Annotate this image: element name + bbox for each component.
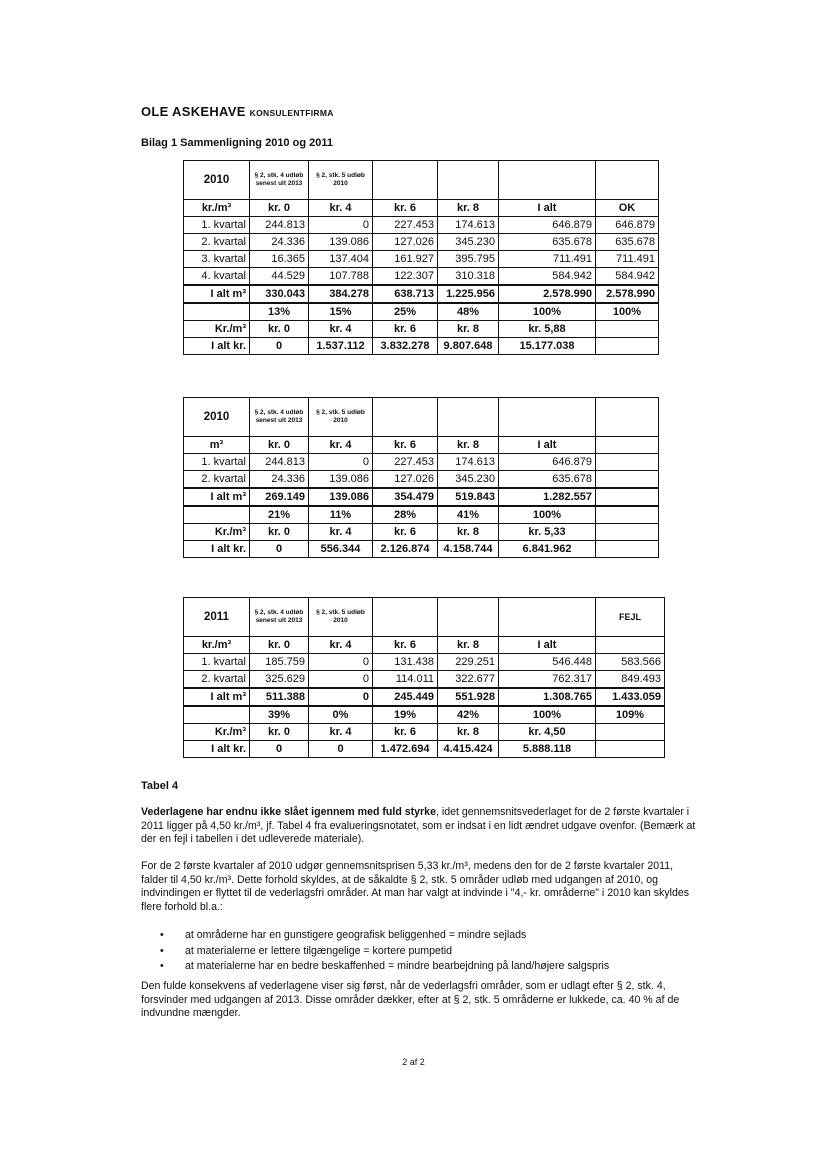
- note-stk4: § 2, stk. 4 udløb senest ult 2013: [250, 161, 309, 200]
- price-cell: kr. 5,33: [499, 524, 596, 541]
- comparison-table-2010-full: [183, 160, 659, 355]
- sum-cell: 1.225.956: [438, 285, 499, 303]
- total-label: I alt kr.: [184, 338, 250, 355]
- sum-cell: 354.479: [373, 488, 438, 506]
- total-cell: 0: [250, 338, 309, 355]
- value-cell: 635.678: [596, 234, 659, 251]
- empty-cell: [596, 506, 659, 524]
- table-row: [184, 217, 659, 234]
- value-cell: 174.613: [438, 217, 499, 234]
- quarter-label: 2. kvartal: [184, 234, 250, 251]
- table-row: [184, 268, 659, 286]
- paragraph-1-text: , idet gennemsnitsvederlaget for de 2 første kvartaler i 2011 ligger på 4,50 kr./m³, jf. Tabel 4 fra evalueringsnotatet, som er indsat i en lidt ændret udgave ovenfor. (Bemærk at der en fejl i tabellen i det udleverede materiale).: [141, 806, 696, 845]
- value-cell: 24.336: [250, 234, 309, 251]
- list-item: [160, 959, 609, 975]
- value-cell: 16.365: [250, 251, 309, 268]
- table-row: [184, 234, 659, 251]
- value-cell: 0: [309, 454, 373, 471]
- total-cell: 4.415.424: [438, 741, 499, 758]
- value-cell: 244.813: [250, 454, 309, 471]
- price-cell: kr. 4: [309, 321, 373, 338]
- total-cell: 1.537.112: [309, 338, 373, 355]
- price-cell: kr. 4: [309, 724, 373, 741]
- price-cell: kr. 0: [250, 321, 309, 338]
- total-row: [184, 541, 659, 558]
- sum-label: I alt m³: [184, 488, 250, 506]
- rate-row: [184, 637, 665, 654]
- percent-row: [184, 303, 659, 321]
- value-cell: 24.336: [250, 471, 309, 489]
- value-cell: 139.086: [309, 234, 373, 251]
- percent-cell: 100%: [596, 303, 659, 321]
- total-row: [184, 338, 659, 355]
- empty-cell: [596, 454, 659, 471]
- percent-cell: 39%: [250, 706, 309, 724]
- list-item: [160, 944, 609, 960]
- paragraph-1-lead: Vederlagene har endnu ikke slået igennem med fuld styrke: [141, 806, 436, 818]
- value-cell: 127.026: [373, 471, 438, 489]
- value-cell: 174.613: [438, 454, 499, 471]
- sum-cell: 2.578.990: [596, 285, 659, 303]
- sum-cell: 1.282.557: [499, 488, 596, 506]
- quarter-label: 2. kvartal: [184, 671, 250, 689]
- empty-cell: [373, 598, 438, 637]
- price-cell: kr. 0: [250, 724, 309, 741]
- percent-cell: 100%: [499, 506, 596, 524]
- percent-cell: 25%: [373, 303, 438, 321]
- empty-cell: [373, 161, 438, 200]
- empty-cell: [438, 161, 499, 200]
- price-cell: kr. 6: [373, 321, 438, 338]
- price-label: Kr./m³: [184, 321, 250, 338]
- percent-cell: 15%: [309, 303, 373, 321]
- total-cell: 556.344: [309, 541, 373, 558]
- value-cell: 310.318: [438, 268, 499, 286]
- paragraph-3: Den fulde konsekvens af vederlagene viser sig først, når de vederlagsfri områder, som er udlagt efter § 2, stk. 4, forsvinder med udgangen af 2013. Disse områder dækker, efter at § 2, stk. 5 områderne er lukkede, ca. 40 % af de indvundne mængder.: [141, 980, 680, 1019]
- value-cell: 44.529: [250, 268, 309, 286]
- value-cell: 584.942: [499, 268, 596, 286]
- sum-cell: 551.928: [438, 688, 499, 706]
- percent-cell: 48%: [438, 303, 499, 321]
- value-cell: 646.879: [499, 454, 596, 471]
- empty-cell: [596, 471, 659, 489]
- total-row: [184, 741, 665, 758]
- quarter-label: 4. kvartal: [184, 268, 250, 286]
- percent-cell: 0%: [309, 706, 373, 724]
- value-cell: 711.491: [499, 251, 596, 268]
- empty-cell: [596, 437, 659, 454]
- percent-row: [184, 706, 665, 724]
- rate-cell: kr. 8: [438, 437, 499, 454]
- note-stk5: § 2, stk. 5 udløb 2010: [309, 398, 373, 437]
- value-cell: 345.230: [438, 471, 499, 489]
- price-cell: kr. 4,50: [499, 724, 596, 741]
- percent-cell: 21%: [250, 506, 309, 524]
- rate-cell: kr. 8: [438, 637, 499, 654]
- value-cell: 131.438: [373, 654, 438, 671]
- empty-cell: [184, 706, 250, 724]
- value-cell: 635.678: [499, 234, 596, 251]
- rate-label: m³: [184, 437, 250, 454]
- table-caption: Tabel 4: [141, 780, 179, 792]
- value-cell: 322.677: [438, 671, 499, 689]
- price-cell: kr. 5,88: [499, 321, 596, 338]
- value-cell: 849.493: [596, 671, 665, 689]
- page-subtitle: Bilag 1 Sammenligning 2010 og 2011: [141, 137, 333, 149]
- table-header-row: [184, 398, 659, 437]
- table-row: [184, 471, 659, 489]
- rate-cell: kr. 8: [438, 200, 499, 217]
- list-item: [160, 928, 609, 944]
- note-stk4: § 2, stk. 4 udløb senest ult 2013: [250, 398, 309, 437]
- value-cell: 137.404: [309, 251, 373, 268]
- price-cell: kr. 8: [438, 321, 499, 338]
- value-cell: 762.317: [499, 671, 596, 689]
- empty-cell: [596, 161, 659, 200]
- rate-cell: kr. 4: [309, 637, 373, 654]
- value-cell: 325.629: [250, 671, 309, 689]
- empty-cell: [596, 524, 659, 541]
- sum-cell: 638.713: [373, 285, 438, 303]
- percent-cell: 42%: [438, 706, 499, 724]
- sum-cell: 245.449: [373, 688, 438, 706]
- total-cell: 0: [250, 741, 309, 758]
- bullet-icon: •: [160, 944, 164, 957]
- total-cell: 0: [309, 741, 373, 758]
- total-cell: 6.841.962: [499, 541, 596, 558]
- table-header-row: [184, 598, 665, 637]
- empty-cell: [184, 303, 250, 321]
- value-cell: 345.230: [438, 234, 499, 251]
- sum-cell: 384.278: [309, 285, 373, 303]
- table-header-row: [184, 161, 659, 200]
- ok-label: OK: [596, 200, 659, 217]
- value-cell: 185.759: [250, 654, 309, 671]
- value-cell: 584.942: [596, 268, 659, 286]
- value-cell: 227.453: [373, 217, 438, 234]
- value-cell: 583.566: [596, 654, 665, 671]
- empty-cell: [438, 398, 499, 437]
- company-name: [141, 104, 334, 119]
- sum-label: I alt m³: [184, 688, 250, 706]
- percent-cell: 41%: [438, 506, 499, 524]
- empty-cell: [438, 598, 499, 637]
- note-stk5: § 2, stk. 5 udløb 2010: [309, 161, 373, 200]
- table-year: 2011: [184, 598, 250, 637]
- price-cell: kr. 6: [373, 524, 438, 541]
- empty-cell: [373, 398, 438, 437]
- price-row: [184, 524, 659, 541]
- rate-cell: kr. 0: [250, 437, 309, 454]
- comparison-table-2011: [183, 597, 665, 758]
- total-label: I alt kr.: [184, 741, 250, 758]
- note-stk5: § 2, stk. 5 udløb 2010: [309, 598, 373, 637]
- sum-cell: 2.578.990: [499, 285, 596, 303]
- percent-cell: 11%: [309, 506, 373, 524]
- rate-cell: kr. 6: [373, 437, 438, 454]
- rate-label: kr./m³: [184, 200, 250, 217]
- value-cell: 229.251: [438, 654, 499, 671]
- table-row: [184, 671, 665, 689]
- quarter-label: 1. kvartal: [184, 217, 250, 234]
- rate-cell: kr. 6: [373, 637, 438, 654]
- percent-cell: 109%: [596, 706, 665, 724]
- comparison-table-2010-half: [183, 397, 659, 558]
- sum-row: [184, 488, 659, 506]
- value-cell: 546.448: [499, 654, 596, 671]
- rate-cell: kr. 6: [373, 200, 438, 217]
- quarter-label: 1. kvartal: [184, 654, 250, 671]
- sum-cell: 1.308.765: [499, 688, 596, 706]
- list-item-text: at materialerne har en bedre beskaffenhed = mindre bearbejdning på land/højere salgspris: [185, 960, 610, 972]
- paragraph-2: For de 2 første kvartaler af 2010 udgør gennemsnitsprisen 5,33 kr./m³, medens den for de 2 første kvartaler 2011, falder til 4,50 kr./m³. Dette forhold skyldes, at de såkaldte § 2, stk. 5 områder udløb med udgangen af 2010, og indvindingen er flyttet til de vederlagsfri områder. At man har valgt at indvinde i "4,- kr. områderne" i 2010 kan skyldes flere forhold bl.a.:: [141, 860, 690, 913]
- table-row: [184, 454, 659, 471]
- total-cell: 5.888.118: [499, 741, 596, 758]
- empty-cell: [596, 398, 659, 437]
- rate-row: [184, 200, 659, 217]
- list-item-text: at materialerne er lettere tilgængelige = kortere pumpetid: [185, 944, 453, 957]
- price-cell: kr. 0: [250, 524, 309, 541]
- empty-cell: [596, 488, 659, 506]
- percent-cell: 100%: [499, 706, 596, 724]
- table-year: 2010: [184, 398, 250, 437]
- total-cell: 9.807.648: [438, 338, 499, 355]
- sum-row: [184, 285, 659, 303]
- price-cell: kr. 4: [309, 524, 373, 541]
- total-cell: 0: [250, 541, 309, 558]
- price-row: [184, 724, 665, 741]
- sum-row: [184, 688, 665, 706]
- page-number: 2 af 2: [402, 1057, 425, 1067]
- table-row: [184, 251, 659, 268]
- value-cell: 646.879: [499, 217, 596, 234]
- value-cell: 127.026: [373, 234, 438, 251]
- quarter-label: 2. kvartal: [184, 471, 250, 489]
- value-cell: 122.307: [373, 268, 438, 286]
- value-cell: 114.011: [373, 671, 438, 689]
- price-cell: kr. 6: [373, 724, 438, 741]
- price-cell: kr. 8: [438, 524, 499, 541]
- value-cell: 139.086: [309, 471, 373, 489]
- quarter-label: 3. kvartal: [184, 251, 250, 268]
- company-main: OLE ASKEHAVE: [141, 104, 246, 119]
- value-cell: 0: [309, 217, 373, 234]
- value-cell: 646.879: [596, 217, 659, 234]
- sum-cell: 269.149: [250, 488, 309, 506]
- empty-cell: [596, 321, 659, 338]
- paragraph-1: [141, 806, 701, 847]
- total-cell: 1.472.694: [373, 741, 438, 758]
- sum-cell: 0: [309, 688, 373, 706]
- value-cell: 0: [309, 654, 373, 671]
- rate-cell: kr. 4: [309, 437, 373, 454]
- rate-cell: kr. 0: [250, 200, 309, 217]
- total-label: I alt kr.: [184, 541, 250, 558]
- sum-cell: 519.843: [438, 488, 499, 506]
- empty-cell: [499, 161, 596, 200]
- value-cell: 395.795: [438, 251, 499, 268]
- rate-cell: kr. 0: [250, 637, 309, 654]
- percent-cell: 13%: [250, 303, 309, 321]
- total-cell: 3.832.278: [373, 338, 438, 355]
- percent-row: [184, 506, 659, 524]
- empty-cell: [596, 724, 665, 741]
- rate-cell: I alt: [499, 437, 596, 454]
- sum-cell: 330.043: [250, 285, 309, 303]
- sum-label: I alt m³: [184, 285, 250, 303]
- empty-cell: [596, 741, 665, 758]
- percent-cell: 100%: [499, 303, 596, 321]
- note-stk4: § 2, stk. 4 udløb senest ult 2013: [250, 598, 309, 637]
- company-suffix: KONSULENTFIRMA: [249, 108, 334, 118]
- empty-cell: [499, 598, 596, 637]
- total-cell: 2.126.874: [373, 541, 438, 558]
- bullet-icon: •: [160, 960, 164, 972]
- table-year: 2010: [184, 161, 250, 200]
- price-row: [184, 321, 659, 338]
- empty-cell: [184, 506, 250, 524]
- rate-cell: I alt: [499, 637, 596, 654]
- total-cell: 15.177.038: [499, 338, 596, 355]
- price-label: Kr./m³: [184, 524, 250, 541]
- empty-cell: [499, 398, 596, 437]
- percent-cell: 28%: [373, 506, 438, 524]
- rate-cell: I alt: [499, 200, 596, 217]
- rate-row: [184, 437, 659, 454]
- value-cell: 227.453: [373, 454, 438, 471]
- sum-cell: 511.388: [250, 688, 309, 706]
- price-label: Kr./m³: [184, 724, 250, 741]
- empty-cell: [596, 541, 659, 558]
- price-cell: kr. 8: [438, 724, 499, 741]
- percent-cell: 19%: [373, 706, 438, 724]
- total-cell: 4.158.744: [438, 541, 499, 558]
- empty-cell: [596, 637, 665, 654]
- list-item-text: at områderne har en gunstigere geografisk beliggenhed = mindre sejlads: [185, 929, 527, 941]
- table-row: [184, 654, 665, 671]
- rate-label: kr./m³: [184, 637, 250, 654]
- value-cell: 161.927: [373, 251, 438, 268]
- value-cell: 0: [309, 671, 373, 689]
- sum-cell: 1.433.059: [596, 688, 665, 706]
- value-cell: 711.491: [596, 251, 659, 268]
- rate-cell: kr. 4: [309, 200, 373, 217]
- empty-cell: [596, 338, 659, 355]
- value-cell: 107.788: [309, 268, 373, 286]
- reason-list: [160, 928, 609, 975]
- value-cell: 244.813: [250, 217, 309, 234]
- value-cell: 635.678: [499, 471, 596, 489]
- bullet-icon: •: [160, 929, 164, 941]
- quarter-label: 1. kvartal: [184, 454, 250, 471]
- sum-cell: 139.086: [309, 488, 373, 506]
- error-label: FEJL: [596, 598, 665, 637]
